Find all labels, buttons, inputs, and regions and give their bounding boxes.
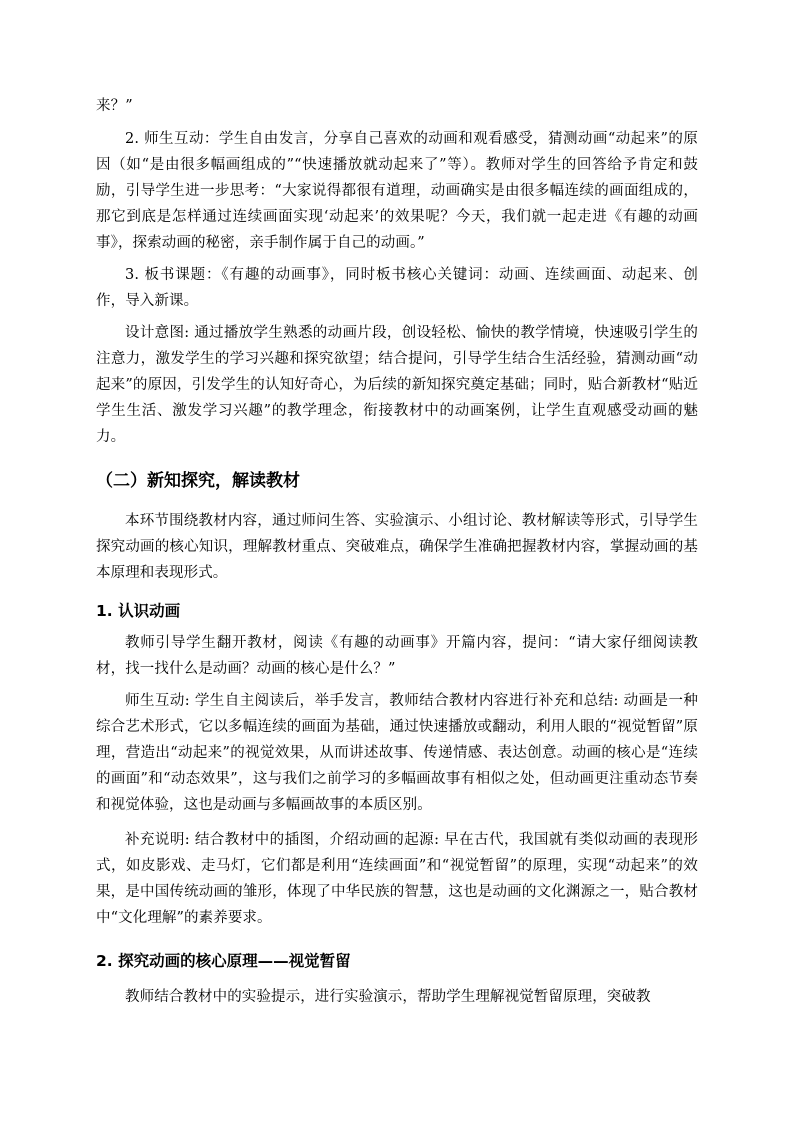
- subsection-heading-1: 1. 认识动画: [96, 602, 181, 620]
- paragraph-sub1-supplement: 补充说明: 结合教材中的插图，介绍动画的起源: 早在古代，我国就有类似动画的表现形式，如皮影戏、走马灯，它们都是利用“连续画面”和“视觉暂留”的原理，实现“动起来”的效果，是中国传统动画的雏形，体现了中华民族的智慧，这也是动画的文化渊源之一，贴合教材中“文化理解”的素养要求。: [96, 832, 698, 926]
- paragraph-continuation: 来？”: [96, 98, 133, 114]
- paragraph-sub1-interaction: 师生互动: 学生自主阅读后，举手发言，教师结合教材内容进行补充和总结: 动画是一种综合艺术形式，它以多幅连续的画面为基础，通过快速播放或翻动，利用人眼的“视觉暂留”原理，营造出“动起来”的视觉效果，从而讲述故事、传递情感、表达创意。动画的核心是“连续的画面”和“动态效果”，这与我们之前学习的多幅画故事有相似之处，但动画更注重动态节奏和视觉体验，这也是动画与多幅画故事的本质区别。: [96, 693, 698, 813]
- paragraph-section-intro: 本环节围绕教材内容，通过师问生答、实验演示、小组讨论、教材解读等形式，引导学生探究动画的核心知识，理解教材重点、突破难点，确保学生准确把握教材内容，掌握动画的基本原理和表现形式。: [96, 513, 698, 581]
- paragraph-design-intent: 设计意图: 通过播放学生熟悉的动画片段，创设轻松、愉快的教学情境，快速吸引学生的注意力，激发学生的学习兴趣和探究欲望；结合提问，引导学生结合生活经验，猜测动画“动起来”的原因，引发学生的认知好奇心，为后续的新知探究奠定基础；同时，贴合新教材“贴近学生生活、激发学习兴趣”的教学理念，衔接教材中的动画案例，让学生直观感受动画的魅力。: [96, 325, 698, 445]
- subsection-heading-2: 2. 探究动画的核心原理——视觉暂留: [96, 952, 351, 970]
- paragraph-sub1-question: 教师引导学生翻开教材，阅读《有趣的动画事》开篇内容，提问：“请大家仔细阅读教材，找一找什么是动画？动画的核心是什么？”: [96, 635, 698, 677]
- section-heading: （二）新知探究，解读教材: [96, 471, 300, 491]
- paragraph-teacher-student-interaction: 2. 师生互动：学生自由发言，分享自己喜欢的动画和观看感受，猜测动画“动起来”的原因（如“是由很多幅画组成的”“快速播放就动起来了”等）。教师对学生的回答给予肯定和鼓励，引导学生进一步思考：“大家说得都很有道理，动画确实是由很多幅连续的画面组成的，那它到底是怎样通过连续画面实现‘动起来’的效果呢？今天，我们就一起走进《有趣的动画事》，探索动画的秘密，亲手制作属于自己的动画。”: [96, 131, 698, 251]
- paragraph-sub2-intro: 教师结合教材中的实验提示，进行实验演示，帮助学生理解视觉暂留原理，突破教: [125, 989, 651, 1005]
- paragraph-blackboard-title: 3. 板书课题：《有趣的动画事》，同时板书核心关键词：动画、连续画面、动起来、创作，导入新课。: [96, 267, 698, 309]
